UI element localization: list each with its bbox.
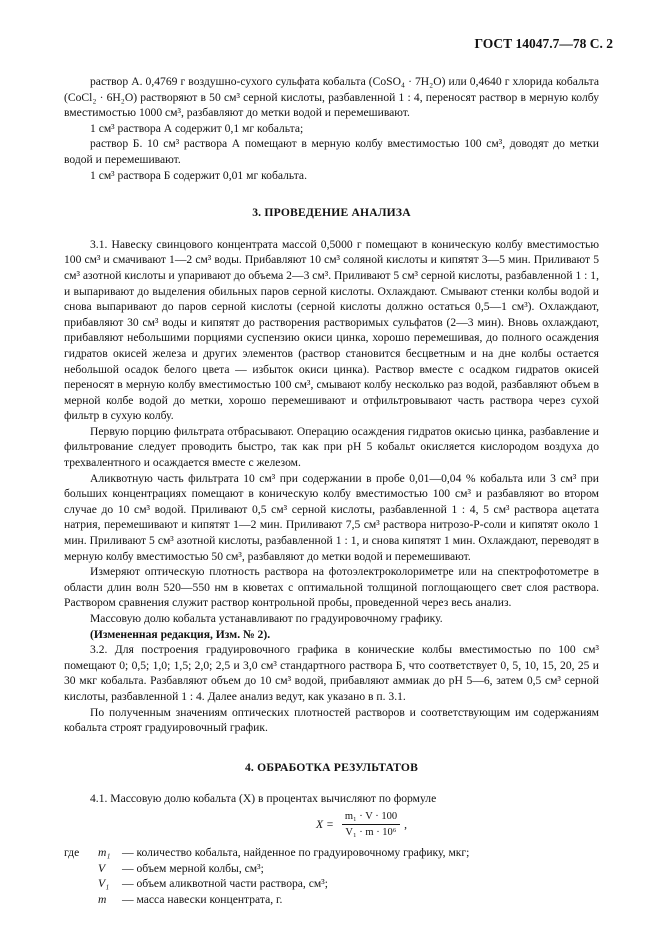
paragraph-solution-b-content: 1 см³ раствора Б содержит 0,01 мг кобальта. bbox=[90, 168, 307, 182]
section-3-heading: 3. ПРОВЕДЕНИЕ АНАЛИЗА bbox=[252, 206, 411, 220]
paragraph-3-2: 3.2. Для построения градуировочного графика в конические колбы вместимостью по 100 см³ помещают 0; 0,5; 1,0; 1,5; 2,0; 2,5 и 3,0 см³ стандартного раствора Б, что соответствует 0, 5, 10, 15, 20, 25 и 30 мкг кобальта. Разбавляют объем до 10 см³ водой, прибавляют аммиак до pH 5—6, затем 0,5 см³ серной кислоты, разбавленной 1 : 4. Далее анализ ведут, как указано в п. 3.1. bbox=[64, 643, 599, 703]
variable-definitions bbox=[64, 845, 599, 907]
definition-text: — масса навески концентрата, г. bbox=[122, 892, 283, 906]
formula bbox=[124, 810, 599, 839]
definition-symbol: m₁ bbox=[98, 845, 111, 859]
paragraph-solution-a-content: 1 см³ раствора А содержит 0,1 мг кобальта; bbox=[90, 121, 304, 135]
definition-row bbox=[64, 861, 599, 877]
page-header: ГОСТ 14047.7—78 С. 2 bbox=[474, 36, 613, 51]
definition-row bbox=[64, 876, 599, 892]
definition-symbol: V bbox=[98, 861, 106, 875]
section-4-heading: 4. ОБРАБОТКА РЕЗУЛЬТАТОВ bbox=[244, 760, 419, 774]
paragraph-4-1: 4.1. Массовую долю кобальта (X) в процентах вычисляют по формуле bbox=[90, 792, 437, 806]
definition-text: — количество кобальта, найденное по градуировочному графику, мкг; bbox=[122, 845, 470, 859]
definition-text: — объем аликвотной части раствора, см³; bbox=[122, 877, 328, 891]
formula-lhs: X = bbox=[316, 817, 334, 831]
formula-tail: , bbox=[404, 817, 407, 831]
definition-row bbox=[64, 892, 599, 908]
where-label: где bbox=[64, 845, 80, 859]
definition-row bbox=[64, 845, 599, 861]
formula-fraction bbox=[342, 810, 400, 839]
document-body bbox=[64, 74, 599, 907]
paragraph-aliquot: Аликвотную часть фильтрата 10 см³ при содержании в пробе 0,01—0,04 % кобальта или 3 см³ при больших концентрациях помещают в коническую колбу вместимостью 100 см³ и разбавляют во втором случае до 10 см³ водой. Приливают 0,5 см³ серной кислоты, разбавленной 1 : 4, 5 см³ раствора ацетата натрия, перемешивают и кипятят 1—2 мин. Приливают 7,5 см³ раствора нитрозо-Р-соли и кипятят около 1 мин. Приливают 5 см³ азотной кислоты, разбавленной 1 : 1, и снова кипятят 1 мин. Охлаждают, переводят в мерную колбу вместимостью 50 см³, разбавляют до метки водой и перемешивают. bbox=[64, 471, 599, 563]
paragraph-optical-density: Измеряют оптическую плотность раствора на фотоэлектроколориметре или на спектрофотометре в области длин волн 520—550 нм в кюветах с оптимальной толщиной поглощающего свет слоя раствора. Раствором сравнения служит раствор контрольной пробы, проведенной через весь анализ. bbox=[64, 565, 599, 610]
definition-symbol: m bbox=[98, 892, 107, 906]
formula-numerator: m₁ · V · 100 bbox=[342, 810, 400, 825]
formula-denominator: V₁ · m · 10⁶ bbox=[345, 826, 397, 838]
paragraph-calibration-use: Массовую долю кобальта устанавливают по градуировочному графику. bbox=[90, 612, 443, 625]
paragraph-3-1: 3.1. Навеску свинцового концентрата массой 0,5000 г помещают в коническую колбу вместимостью 100 см³ и смачивают 1—2 см³ воды. Прибавляют 10 см³ соляной кислоты и кипятят 3—5 мин. Приливают 5 см³ азотной кислоты и упаривают до объема 2—3 см³. Приливают 5 см³ серной кислоты, разбавленной 1 : 1, и выпаривают до выделения обильных паров серной кислоты. Охлаждают. Смывают стенки колбы водой и снова выпаривают до паров серной кислоты (серной кислоты должно остаться 0,5—1 см³). Охлаждают, прибавляют 30 см³ воды и кипятят до растворения растворимых сульфатов (2—3 мин). Вновь охлаждают, прибавляют небольшими порциями суспензию окиси цинка, хорошо перемешивая, до полного осаждения гидратов окисей железа и других элементов (раствор становится бесцветным и на дне колбы остается небольшой осадок белого цвета — избыток окиси цинка). Раствор вместе с осадком гидратов окисей переносят в мерную колбу вместимостью 100 см³, смывают колбу несколько раз водой, разбавляют объем в мерной колбе водой до метки, хорошо перемешивают и отфильтровывают часть раствора через сухой фильтр в сухую колбу. bbox=[64, 237, 599, 423]
definition-text: — объем мерной колбы, см³; bbox=[122, 861, 264, 875]
definition-symbol: V₁ bbox=[98, 877, 110, 891]
paragraph-calibration-graph: По полученным значениям оптических плотностей растворов и соответствующим им содержаниям кобальта строят градуировочный график. bbox=[64, 705, 599, 735]
revision-note: (Измененная редакция, Изм. № 2). bbox=[90, 627, 271, 641]
paragraph-solution-b: раствор Б. 10 см³ раствора А помещают в мерную колбу вместимостью 100 см³, доводят до метки водой и перемешивают. bbox=[64, 137, 599, 166]
paragraph-filtrate: Первую порцию фильтрата отбрасывают. Операцию осаждения гидратов окисью цинка, разбавление и фильтрование следует проводить быстро, так как при pH 5 кобальт окисляется кислородом воздуха до трехвалентного и осаждается вместе с железом. bbox=[64, 424, 599, 470]
paragraph-solution-a: раствор А. 0,4769 г воздушно-сухого сульфата кобальта (CoSO₄ · 7H₂O) или 0,4640 г хлорида кобальта (CoCl₂ · 6H₂O) растворяют в 50 см³ серной кислоты, разбавленной 1 : 4, переносят раствор в мерную колбу вместимостью 1000 см³, разбавляют до метки водой и перемешивают. bbox=[64, 75, 599, 120]
